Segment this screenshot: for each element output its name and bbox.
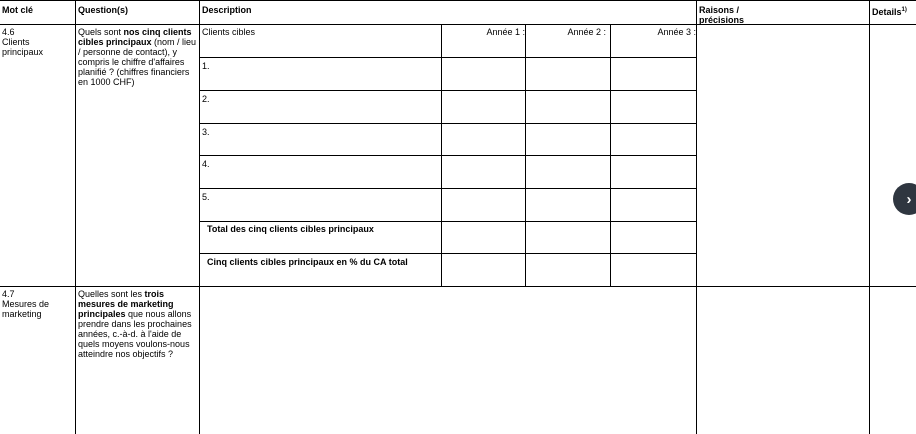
table-row-label-4: 4. [202,159,210,169]
table-row-label-5: 5. [202,192,210,202]
section-divider [0,286,916,287]
table-row-line [199,90,696,91]
table-row-label-3: 3. [202,127,210,137]
section-47-number: 4.7 [2,289,15,299]
header-description: Description [202,5,252,15]
section-47-question-pre: Quelles sont les [78,289,145,299]
table-percent-label: Cinq clients cibles principaux en % du CA total [207,257,408,267]
section-47-keyword: Mesures de marketing [2,299,50,319]
col-divider-3 [696,0,697,434]
table-row-line [199,123,696,124]
col-divider-4 [869,0,870,434]
table-row-label-2: 2. [202,94,210,104]
top-border [0,0,916,1]
table-row-line [199,57,696,58]
chevron-right-icon: › [906,190,912,208]
section-46-question-bold: nos cinq clients cibles principaux [78,27,192,47]
table-row-line [199,253,696,254]
header-questions: Question(s) [78,5,129,15]
table-row-line [199,188,696,189]
table-col-header-clients: Clients cibles [202,27,256,37]
table-col-header-year-1: Année 1 : [486,27,525,37]
section-46-question-pre: Quels sont [78,27,124,37]
header-reasons: Raisons / précisions [699,5,745,25]
section-47-question [78,289,194,359]
header-details [872,5,907,17]
header-details-text: Details [872,7,902,17]
table-col-header-year-2: Année 2 : [567,27,606,37]
section-46-question-post: (nom / lieu / personne de contact), y compris le chiffre d'affaires planifié ? (chiffres financiers en 1000 CHF) [78,37,197,87]
table-row-label-1: 1. [202,61,210,71]
table-row-line [199,221,696,222]
section-46-number: 4.6 [2,27,15,37]
section-47-question-bold: trois mesures de marketing principales [78,289,174,319]
table-row-line [199,155,696,156]
section-46-keyword: Clients principaux [2,37,44,57]
table-total-label: Total des cinq clients cibles principaux [207,224,374,234]
next-page-button[interactable] [893,183,916,215]
col-divider-1 [75,0,76,434]
header-keyword: Mot clé [2,5,34,15]
section-47-question-post: que nous allons prendre dans les prochaines années, c.-à-d. à l'aide de quels moyens voulons-nous atteindre nos objectifs ? [78,309,192,359]
table-col-header-year-3: Année 3 : [657,27,696,37]
section-46-question [78,27,200,87]
header-details-footnote: 1) [901,7,907,13]
